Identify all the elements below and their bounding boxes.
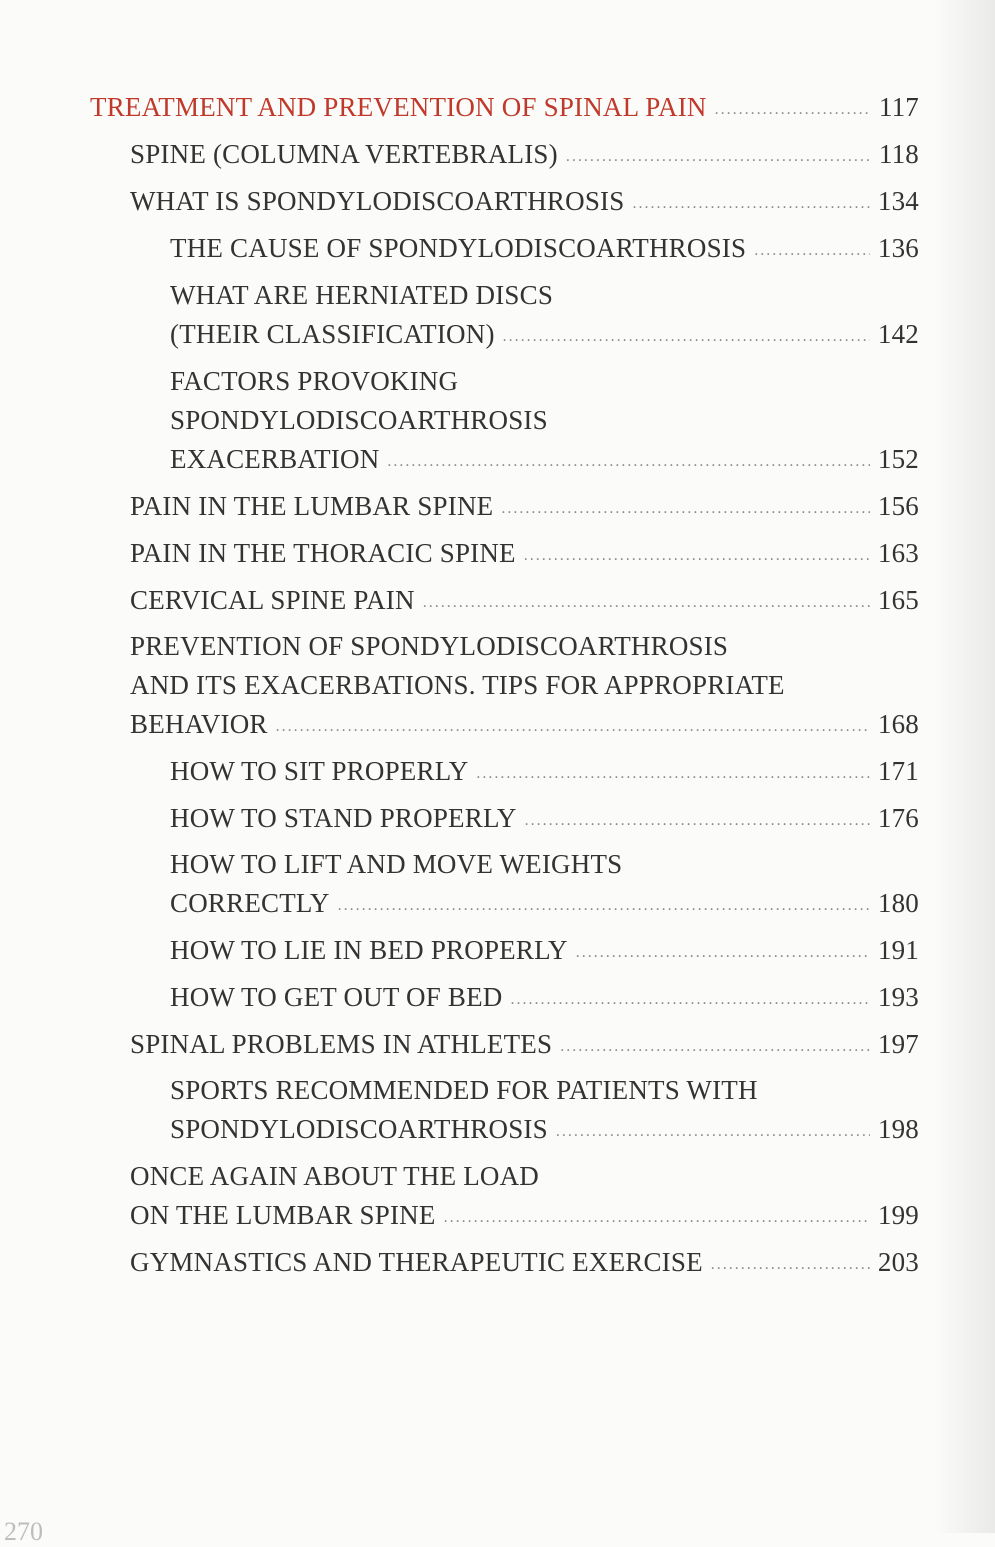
toc-entry-title-line: AND ITS EXACERBATIONS. TIPS FOR APPROPRIATE — [130, 670, 785, 700]
toc-entry-title-line: SPONDYLODISCOARTHROSIS — [170, 405, 548, 435]
leader-dots — [501, 489, 870, 528]
toc-entry-title: HOW TO GET OUT OF BED — [170, 982, 503, 1012]
toc-page-number: 163 — [877, 538, 919, 568]
leader-dots — [525, 801, 870, 840]
toc-entry-title-line: FACTORS PROVOKING — [170, 366, 459, 396]
toc-entry-title-line: ONCE AGAIN ABOUT THE LOAD — [130, 1161, 539, 1191]
toc-entry[interactable] — [130, 1157, 919, 1239]
toc-page-number: 152 — [877, 444, 919, 474]
toc-entry[interactable] — [170, 752, 919, 795]
toc-entry[interactable] — [170, 229, 919, 272]
toc-entry-title: CORRECTLY — [170, 888, 330, 918]
toc-entry-title: HOW TO STAND PROPERLY — [170, 803, 517, 833]
leader-dots — [276, 707, 870, 746]
leader-dots — [510, 980, 869, 1019]
toc-page-number: 176 — [877, 803, 919, 833]
toc-entry-title: HOW TO LIE IN BED PROPERLY — [170, 935, 568, 965]
toc-entry[interactable] — [130, 182, 919, 225]
leader-dots — [560, 1027, 870, 1066]
toc-entry[interactable] — [170, 931, 919, 974]
toc-entry-title: PAIN IN THE THORACIC SPINE — [130, 538, 516, 568]
leader-dots — [503, 317, 870, 356]
toc-entry[interactable] — [170, 362, 919, 483]
leader-dots — [754, 231, 870, 270]
leader-dots — [632, 184, 869, 223]
toc-entry-title-line: SPORTS RECOMMENDED FOR PATIENTS WITH — [170, 1075, 758, 1105]
toc-entry-title: EXACERBATION — [170, 444, 380, 474]
leader-dots — [566, 137, 871, 176]
toc-entry[interactable] — [170, 276, 919, 358]
toc-page-number: 156 — [877, 491, 919, 521]
page-edge-shadow — [935, 0, 995, 1533]
toc-entry[interactable] — [130, 627, 919, 748]
toc-entry-title-line: WHAT ARE HERNIATED DISCS — [170, 280, 554, 310]
toc-entry-title: CERVICAL SPINE PAIN — [130, 585, 415, 615]
leader-dots — [444, 1198, 870, 1237]
toc-page-number: 134 — [877, 186, 919, 216]
leader-dots — [556, 1112, 870, 1151]
toc-page-number: 199 — [877, 1200, 919, 1230]
toc-entry-title: SPINAL PROBLEMS IN ATHLETES — [130, 1029, 553, 1059]
leader-dots — [338, 886, 870, 925]
toc-entry[interactable] — [170, 845, 919, 927]
leader-dots — [576, 933, 870, 972]
toc-page-number: 198 — [877, 1114, 919, 1144]
toc-entry[interactable] — [130, 581, 919, 624]
toc-page-number: 118 — [878, 139, 919, 169]
toc-entry-title-line: PREVENTION OF SPONDYLODISCOARTHROSIS — [130, 631, 729, 661]
toc-entry-title: GYMNASTICS AND THERAPEUTIC EXERCISE — [130, 1247, 703, 1277]
toc-entry-title: WHAT IS SPONDYLODISCOARTHROSIS — [130, 186, 625, 216]
toc-page-number: 165 — [877, 585, 919, 615]
leader-dots — [524, 536, 870, 575]
toc-entry[interactable] — [130, 1243, 919, 1286]
toc-entry-title-line: HOW TO LIFT AND MOVE WEIGHTS — [170, 849, 623, 879]
page-folio-number: 270 — [4, 1517, 43, 1546]
leader-dots — [711, 1245, 870, 1284]
leader-dots — [423, 583, 870, 622]
toc-entry[interactable] — [170, 1071, 919, 1153]
toc-page-number: 193 — [877, 982, 919, 1012]
toc-page-number: 117 — [878, 92, 919, 122]
toc-entry-title: PAIN IN THE LUMBAR SPINE — [130, 491, 494, 521]
toc-page-number: 168 — [877, 709, 919, 739]
toc-entry-title: BEHAVIOR — [130, 709, 268, 739]
toc-entry-title: HOW TO SIT PROPERLY — [170, 756, 469, 786]
leader-dots — [387, 442, 869, 481]
toc-page-number: 180 — [877, 888, 919, 918]
toc-page-number: 197 — [877, 1029, 919, 1059]
toc-page-number: 191 — [877, 935, 919, 965]
toc-page-number: 171 — [877, 756, 919, 786]
toc-entry-title: (THEIR CLASSIFICATION) — [170, 319, 495, 349]
leader-dots — [476, 754, 869, 793]
toc-entry[interactable] — [130, 487, 919, 530]
toc-entry[interactable] — [170, 799, 919, 842]
toc-entry[interactable] — [130, 135, 919, 178]
toc-entry[interactable] — [130, 1025, 919, 1068]
toc-entry-title: SPONDYLODISCOARTHROSIS — [170, 1114, 548, 1144]
toc-entry-title: SPINE (COLUMNA VERTEBRALIS) — [130, 139, 558, 169]
toc-entry-title: THE CAUSE OF SPONDYLODISCOARTHROSIS — [170, 233, 747, 263]
toc-entry[interactable] — [170, 978, 919, 1021]
toc-page-number: 142 — [877, 319, 919, 349]
toc-entry-title: ON THE LUMBAR SPINE — [130, 1200, 436, 1230]
toc-page-number: 203 — [877, 1247, 919, 1277]
leader-dots — [715, 90, 871, 129]
toc-page-number: 136 — [877, 233, 919, 263]
toc-entry-title: TREATMENT AND PREVENTION OF SPINAL PAIN — [90, 92, 707, 122]
toc-entry[interactable] — [130, 534, 919, 577]
toc-entry-heading[interactable] — [90, 88, 919, 131]
